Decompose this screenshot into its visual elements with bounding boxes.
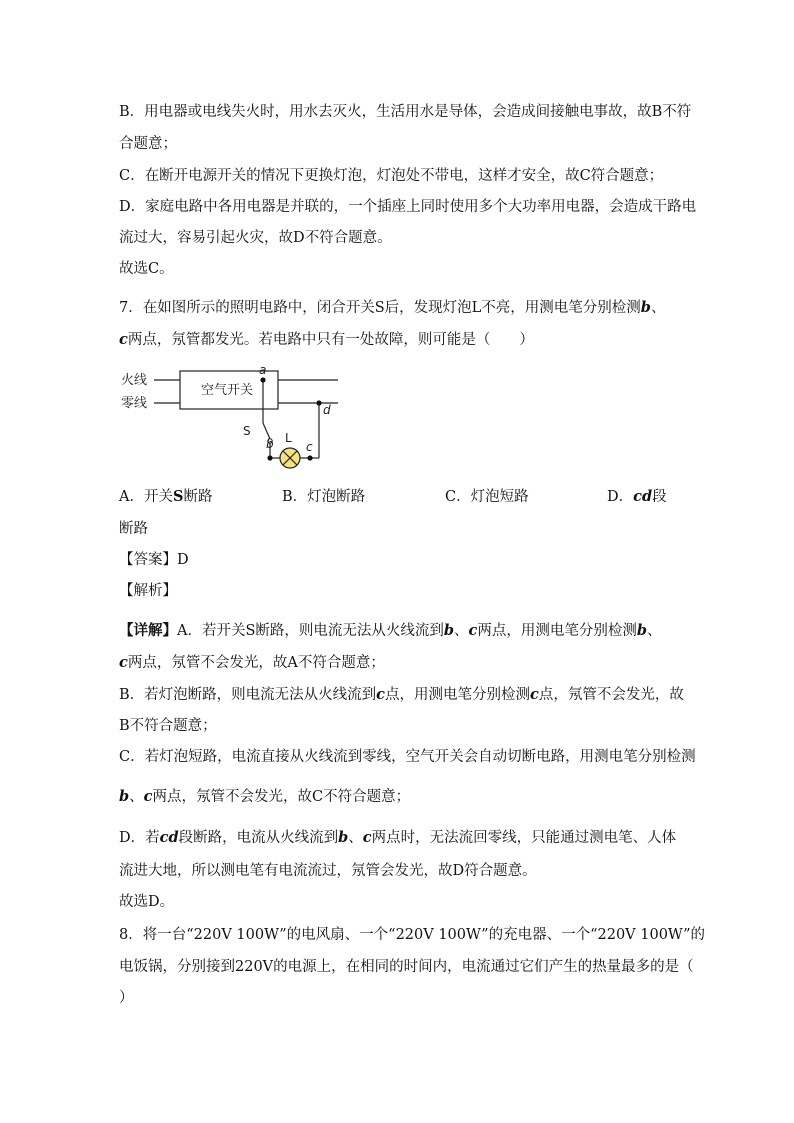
separator: 、: [454, 623, 469, 639]
lamp-label: L: [285, 431, 292, 445]
solution-line-b-2: 合题意；: [119, 136, 177, 152]
stem-text: 7．在如图所示的照明电路中，闭合开关S后，发现灯泡L不亮，用测电笔分别检测: [119, 300, 641, 316]
point-d-label: d: [323, 403, 331, 417]
var-c: c: [530, 686, 539, 703]
point-c-label: c: [306, 440, 313, 454]
answer-label: 【答案】: [119, 552, 177, 568]
point-c-dot: [307, 455, 312, 460]
detail-a-text: A．若开关S断路，则电流无法从火线流到: [177, 623, 444, 639]
detail-c-line-2: [119, 787, 410, 807]
circuit-diagram: [118, 363, 348, 473]
separator: 、: [647, 623, 662, 639]
var-b: b: [338, 829, 349, 846]
option-d-continuation: 断路: [119, 521, 148, 537]
detail-d-text: D．若: [119, 830, 160, 846]
answer-value: D: [177, 552, 189, 568]
question-8-line-3: ）: [119, 990, 134, 1006]
separator: 、: [129, 789, 144, 805]
point-d-dot: [316, 400, 321, 405]
option-d-suffix: 段: [652, 489, 667, 505]
detail-label: 【详解】: [119, 622, 177, 639]
separator: 、: [650, 300, 666, 316]
solution-conclusion: 故选C。: [119, 261, 174, 277]
point-a-dot: [260, 377, 265, 382]
var-c: c: [468, 622, 478, 639]
detail-d-line-2: 流进大地，所以测电笔有电流流过，氖管会发光，故D符合题意。: [119, 863, 537, 879]
question-8-line-1: 8．将一台“220V 100W”的电风扇、一个“220V 100W”的充电器、一个“220V 100W”的: [119, 927, 706, 943]
var-b: b: [636, 622, 648, 639]
solution-line-d-1: D．家庭电路中各用电器是并联的，一个插座上同时使用多个大功率用电器，会造成干路电: [119, 199, 697, 215]
option-d-var: cd: [633, 488, 653, 505]
breaker-label: 空气开关: [201, 383, 254, 398]
detail-a-line-2: [119, 653, 385, 673]
detail-b-text: B．若灯泡断路，则电流无法从火线流到: [119, 687, 377, 703]
detail-a-text-2: 两点，用测电笔分别检测: [477, 623, 637, 639]
var-c: c: [119, 331, 128, 348]
question-7-stem-line-2: [119, 330, 534, 350]
var-c: c: [376, 686, 385, 703]
analysis-label: 【解析】: [119, 583, 177, 599]
point-a-label: a: [259, 363, 267, 377]
separator: 、: [348, 830, 363, 846]
solution-line-b-1: B．用电器或电线失火时，用水去灭火，生活用水是导体，会造成间接触电事故，故B不符: [119, 104, 692, 120]
option-a-var: S: [172, 488, 184, 505]
detail-d-text-3: 两点时，无法流回零线，只能通过测电笔、人体: [371, 830, 677, 846]
var-c: c: [119, 654, 128, 671]
stem-text: 两点，氖管都发光。若电路中只有一处故障，则可能是（ ）: [127, 332, 534, 348]
var-b: b: [119, 788, 130, 805]
answer-line: [119, 550, 189, 570]
var-c: c: [143, 788, 153, 805]
live-wire-label: 火线: [121, 373, 148, 388]
option-a-suffix: 断路: [183, 489, 213, 505]
detail-a-line-1: [119, 621, 662, 641]
option-c: C．灯泡短路: [445, 489, 529, 505]
detail-b-text-3: 点，氖管不会发光，故: [538, 687, 684, 703]
detail-c-line-1: C．若灯泡短路，电流直接从火线流到零线，空气开关会自动切断电路，用测电笔分别检测: [119, 749, 696, 765]
detail-a-text-3: 两点，氖管不会发光，故A不符合题意；: [127, 655, 385, 671]
var-b: b: [443, 622, 455, 639]
detail-b-text-2: 点，用测电笔分别检测: [385, 687, 530, 703]
question-7-stem-line-1: [119, 298, 665, 318]
var-b: b: [640, 299, 651, 316]
option-a: [119, 487, 212, 507]
detail-b-line-1: [119, 685, 684, 705]
switch-label: S: [243, 424, 251, 438]
solution-line-d-2: 流过大，容易引起火灾，故D不符合题意。: [119, 230, 392, 246]
detail-d-text-2: 段断路，电流从火线流到: [178, 830, 339, 846]
option-d: [607, 487, 667, 507]
detail-d-line-1: [119, 828, 676, 848]
option-a-text: A．开关: [119, 489, 173, 505]
detail-c-text: 两点，氖管不会发光，故C不符合题意；: [152, 789, 411, 805]
neutral-wire-label: 零线: [121, 396, 148, 411]
question-7-conclusion: 故选D。: [119, 894, 175, 910]
point-b-dot: [267, 455, 272, 460]
var-cd: cd: [159, 829, 179, 846]
solution-line-c: C．在断开电源开关的情况下更换灯泡，灯泡处不带电，这样才安全，故C符合题意；: [119, 168, 664, 184]
detail-b-line-2: B不符合题意；: [119, 718, 217, 734]
option-d-text: D．: [607, 489, 634, 505]
question-8-line-2: 电饭锅，分别接到220V的电源上，在相同的时间内，电流通过它们产生的热量最多的是（: [119, 959, 694, 975]
option-b: B．灯泡断路: [282, 489, 366, 505]
var-c: c: [362, 829, 372, 846]
point-b-label: b: [266, 437, 274, 451]
